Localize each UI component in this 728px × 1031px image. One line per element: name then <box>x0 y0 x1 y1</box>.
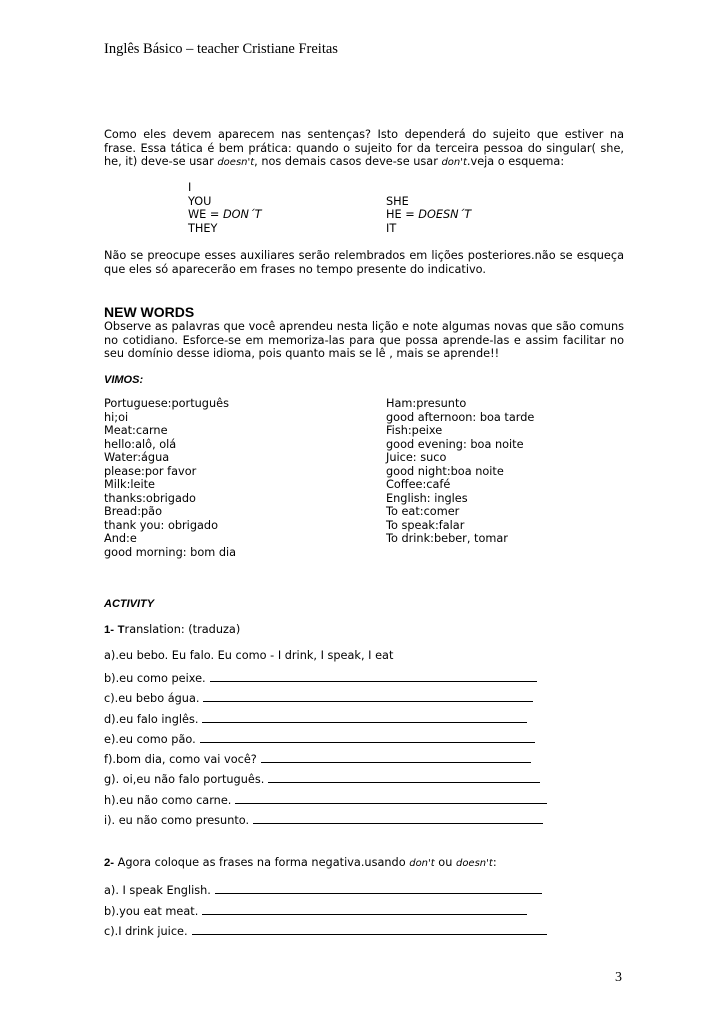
pronoun-item: YOU <box>188 194 212 208</box>
exercise-item: d).eu falo inglês. <box>104 711 527 725</box>
answer-line[interactable] <box>215 882 542 894</box>
vocab-item: Bread:pão <box>104 505 163 518</box>
vocab-item: Milk:leite <box>104 478 155 491</box>
answer-line[interactable] <box>192 923 547 935</box>
exercise-item: b).you eat meat. <box>104 903 527 917</box>
vocab-item: good evening: boa noite <box>386 437 524 451</box>
vocab-item: please:por favor <box>104 464 197 478</box>
pronoun-item: WE = DON´T <box>188 208 262 221</box>
vocab-item: And:e <box>104 532 137 545</box>
vocab-item: To eat:comer <box>386 505 460 518</box>
vocab-list-left <box>104 397 236 559</box>
auxiliary-verb: DOESN´T <box>418 208 472 221</box>
exercise-item: a).eu bebo. Eu falo. Eu como - I drink, I speak, I eat <box>104 649 394 662</box>
answer-line[interactable] <box>268 771 540 783</box>
vocab-item: Portuguese:português <box>104 397 229 410</box>
answer-line[interactable] <box>200 731 535 743</box>
exercise-item: i). eu não como presunto. <box>104 812 543 826</box>
exercise-item: g). oi,eu não falo português. <box>104 771 540 785</box>
vocab-item: good morning: bom dia <box>104 545 237 559</box>
page-number: 3 <box>615 970 622 985</box>
intro-text-b: , nos demais casos deve-se usar <box>254 155 442 168</box>
question-1-initial: T <box>117 624 125 636</box>
activity-title: ACTIVITY <box>104 598 155 610</box>
intro-doesnt: doesn't <box>217 157 255 168</box>
exercise-item: c).eu bebo água. <box>104 690 533 704</box>
vocab-item: thank you: obrigado <box>104 518 219 532</box>
pronoun-list-left <box>188 181 262 235</box>
vocab-item: Fish:peixe <box>386 424 443 437</box>
answer-line[interactable] <box>235 792 547 804</box>
vocab-item: Ham:presunto <box>386 397 467 410</box>
auxiliary-verb: DON´T <box>222 208 262 221</box>
question-2-dont: don't <box>409 858 435 869</box>
vocab-item: Water:água <box>104 451 170 464</box>
question-1-text: ranslation: (traduza) <box>124 623 241 636</box>
exercise-item: b).eu como peixe. <box>104 670 537 684</box>
vocab-item: thanks:obrigado <box>104 491 196 505</box>
note-paragraph: Não se preocupe esses auxiliares serão relembrados em lições posteriores.não se esqueça que eles só aparecerão em frases no tempo presente do indicativo. <box>104 249 624 276</box>
vocab-item: hi;oi <box>104 410 129 424</box>
vocab-item: Juice: suco <box>386 451 447 464</box>
pronoun-item: I <box>188 181 192 194</box>
question-1-title <box>104 623 240 636</box>
vocab-item: English: ingles <box>386 491 468 505</box>
pronoun-item: SHE <box>386 194 409 208</box>
answer-line[interactable] <box>202 711 527 723</box>
answer-line[interactable] <box>202 903 527 915</box>
vimos-label: VIMOS: <box>104 374 144 386</box>
question-2-title: 2- Agora coloque as frases na forma negativa.usando don't ou doesn't: <box>104 856 497 869</box>
question-2-doesnt: doesn't <box>455 858 493 869</box>
intro-dont: don't <box>441 157 467 168</box>
question-2-number: 2- <box>104 857 115 869</box>
intro-paragraph <box>104 128 624 170</box>
question-1-number: 1- <box>104 624 115 636</box>
pronoun-item: HE = DOESN´T <box>386 208 472 221</box>
vocab-item: Coffee:café <box>386 478 451 491</box>
vocab-item: To drink:beber, tomar <box>386 532 508 545</box>
new-words-paragraph: Observe as palavras que você aprendeu nesta lição e note algumas novas que são comuns no cotidiano. Esforce-se em memoriza-las para que possa aprende-las e assim facilitar no seu domínio desse idioma, pois quanto mais se lê , mais se aprende!! <box>104 320 624 360</box>
pronoun-list-right <box>386 181 471 235</box>
exercise-item: h).eu não como carne. <box>104 792 547 806</box>
exercise-item: e).eu como pão. <box>104 731 535 745</box>
vocab-list-right <box>386 397 534 546</box>
answer-line[interactable] <box>210 670 537 682</box>
answer-line[interactable] <box>253 812 543 824</box>
page-header: Inglês Básico – teacher Cristiane Freitas <box>104 41 338 57</box>
pronoun-item: IT <box>386 221 397 235</box>
vocab-item: Meat:carne <box>104 424 168 437</box>
intro-text-c: .veja o esquema: <box>466 155 565 168</box>
vocab-item: good night:boa noite <box>386 464 504 478</box>
exercise-item: c).I drink juice. <box>104 923 547 937</box>
exercise-item: f).bom dia, como vai você? <box>104 751 531 765</box>
pronoun-item: THEY <box>188 221 218 235</box>
pronoun-item <box>386 181 471 195</box>
answer-line[interactable] <box>203 690 533 702</box>
vocab-item: To speak:falar <box>386 518 465 532</box>
new-words-title: NEW WORDS <box>104 304 195 320</box>
vocab-item: hello:alô, olá <box>104 437 177 451</box>
vocab-item: good afternoon: boa tarde <box>386 410 535 424</box>
exercise-item: a). I speak English. <box>104 882 542 896</box>
answer-line[interactable] <box>261 751 531 763</box>
intro-text-a: Como eles devem aparecem nas sentenças? Isto dependerá do sujeito que estiver na frase. Essa tática é bem prática: quando o sujeito for da terceira pessoa do singular( she, he, it) deve-se usar <box>104 128 624 168</box>
